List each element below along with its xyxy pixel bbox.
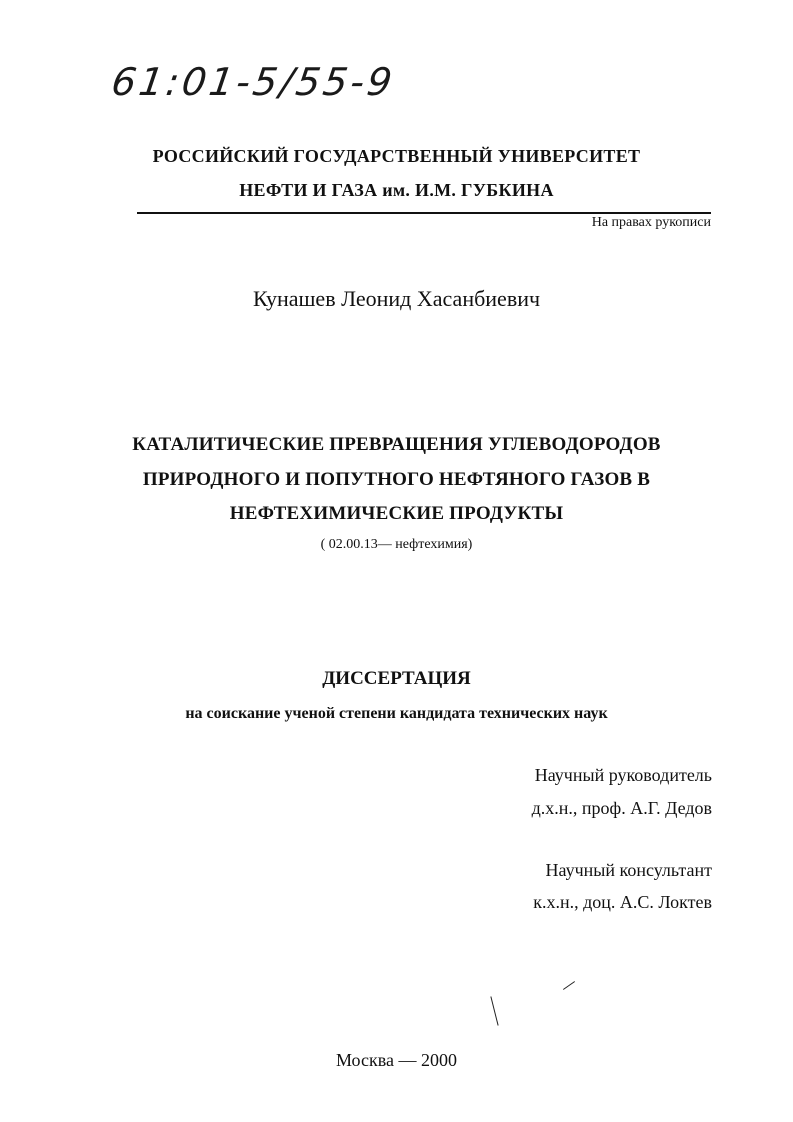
supervisor-role: Научный руководитель	[534, 765, 712, 785]
thesis-title-line1: КАТАЛИТИЧЕСКИЕ ПРЕВРАЩЕНИЯ УГЛЕВОДОРОДОВ	[132, 434, 661, 455]
header-divider	[137, 212, 711, 214]
scan-mark	[563, 981, 575, 990]
archive-code: 61:01-5/55-9	[108, 60, 398, 104]
consultant-role: Научный консультант	[545, 860, 712, 880]
specialty-code: ( 02.00.13— нефтехимия)	[320, 537, 473, 552]
author-name: Кунашев Леонид Хасанбиевич	[252, 286, 541, 311]
document-type: ДИССЕРТАЦИЯ	[322, 668, 471, 689]
university-name-line2: НЕФТИ И ГАЗА им. И.М. ГУБКИНА	[239, 180, 554, 200]
degree-statement: на соискание ученой степени кандидата технических наук	[185, 705, 608, 722]
supervisor-name: д.х.н., проф. А.Г. Дедов	[531, 798, 712, 818]
scan-mark	[490, 996, 498, 1025]
university-name-line1: РОССИЙСКИЙ ГОСУДАРСТВЕННЫЙ УНИВЕРСИТЕТ	[152, 146, 641, 166]
manuscript-note: На правах рукописи	[591, 215, 711, 230]
place-and-year: Москва — 2000	[336, 1050, 457, 1070]
thesis-title-line2: ПРИРОДНОГО И ПОПУТНОГО НЕФТЯНОГО ГАЗОВ В	[142, 469, 651, 490]
consultant-name: к.х.н., доц. А.С. Локтев	[533, 892, 712, 912]
thesis-title-line3: НЕФТЕХИМИЧЕСКИЕ ПРОДУКТЫ	[229, 503, 564, 524]
